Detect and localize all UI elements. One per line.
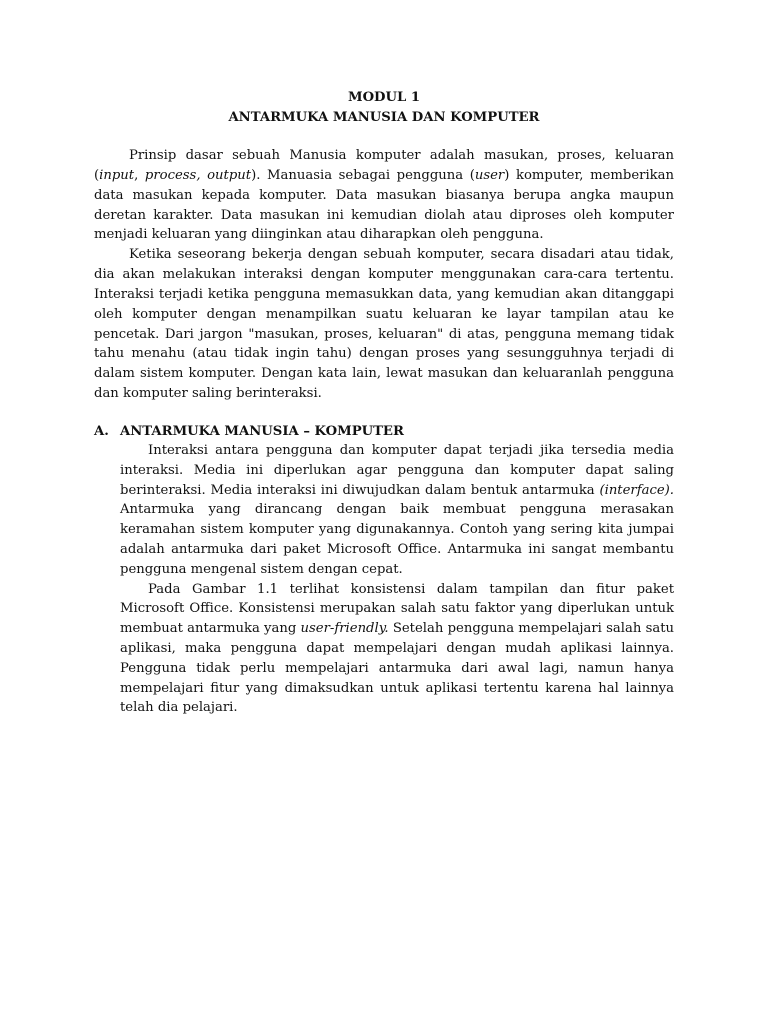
italic-term: user-friendly. — [300, 621, 389, 637]
text-run: ) komputer, memberikan data masukan kepada komputer. Data masukan biasanya berupa angka maupun deretan karakter. Data masukan ini kemudian diolah atau diproses oleh komputer menjadi keluaran yang diinginkan atau diharapkan oleh pengguna. — [94, 167, 675, 243]
text-run: Setelah pengguna mempelajari salah satu aplikasi, maka pengguna dapat mempelajari dengan mudah aplikasi lainnya. Pengguna tidak perlu mempelajari antarmuka dari awal lagi, namun hanya mempelajari fitur yang dimaksudkan untuk aplikasi tertentu karena hal lainnya telah dia pelajari. — [120, 621, 674, 716]
text-run: Antarmuka yang dirancang dengan baik membuat pengguna merasakan keramahan sistem komputer yang digunakannya. Contoh yang sering kita jumpai adalah antarmuka dari paket Microsoft Office. Antarmuka ini sangat membantu pengguna mengenal sistem dengan cepat. — [120, 502, 674, 577]
section-a-body — [120, 441, 674, 718]
section-title: ANTARMUKA MANUSIA – KOMPUTER — [120, 424, 404, 439]
text-run: ). Manuasia sebagai pengguna ( — [251, 167, 475, 183]
intro-paragraph-2: Ketika seseorang bekerja dengan sebuah komputer, secara disadari atau tidak, dia akan melakukan interaksi dengan komputer menggunakan cara-cara tertentu. Interaksi terjadi ketika pengguna memasukkan data, yang kemudian akan ditanggapi oleh komputer dengan menampilkan suatu keluaran ke layar tampilan atau ke pencetak. Dari jargon "masukan, proses, keluaran" di atas, pengguna memang tidak tahu menahu (atau tidak ingin tahu) dengan proses yang sesungguhnya terjadi di dalam sistem komputer. Dengan kata lain, lewat masukan dan keluaranlah pengguna dan komputer saling berinteraksi. — [94, 247, 674, 402]
section-letter: A. — [94, 424, 109, 439]
text-run: Pada Gambar 1.1 terlihat konsistensi dalam tampilan dan fitur paket Microsoft Office. Konsistensi merupakan salah satu faktor yang diperlukan untuk membuat antarmuka yang — [120, 581, 674, 637]
section-a-paragraph-2 — [120, 580, 674, 719]
section-a-heading — [94, 422, 674, 442]
intro-paragraph-1 — [94, 146, 674, 245]
text-run: Prinsip dasar sebuah Manusia komputer adalah masukan, proses, keluaran ( — [94, 148, 674, 183]
text-run: , — [134, 167, 145, 183]
italic-term: (interface). — [599, 482, 674, 498]
text-run: Interaksi antara pengguna dan komputer dapat terjadi jika tersedia media interaksi. Media ini diperlukan agar pengguna dan komputer dapat saling berinteraksi. Media interaksi ini diwujudkan dalam bentuk antarmuka — [120, 443, 674, 498]
intro-section — [94, 146, 674, 404]
italic-term: input — [99, 167, 135, 183]
title-block — [94, 88, 674, 127]
module-number: MODUL 1 — [347, 90, 421, 105]
italic-term: user — [474, 167, 505, 183]
document-title: ANTARMUKA MANUSIA DAN KOMPUTER — [228, 109, 540, 125]
italic-term: process, output — [144, 167, 252, 183]
section-a-paragraph-1 — [120, 441, 674, 580]
